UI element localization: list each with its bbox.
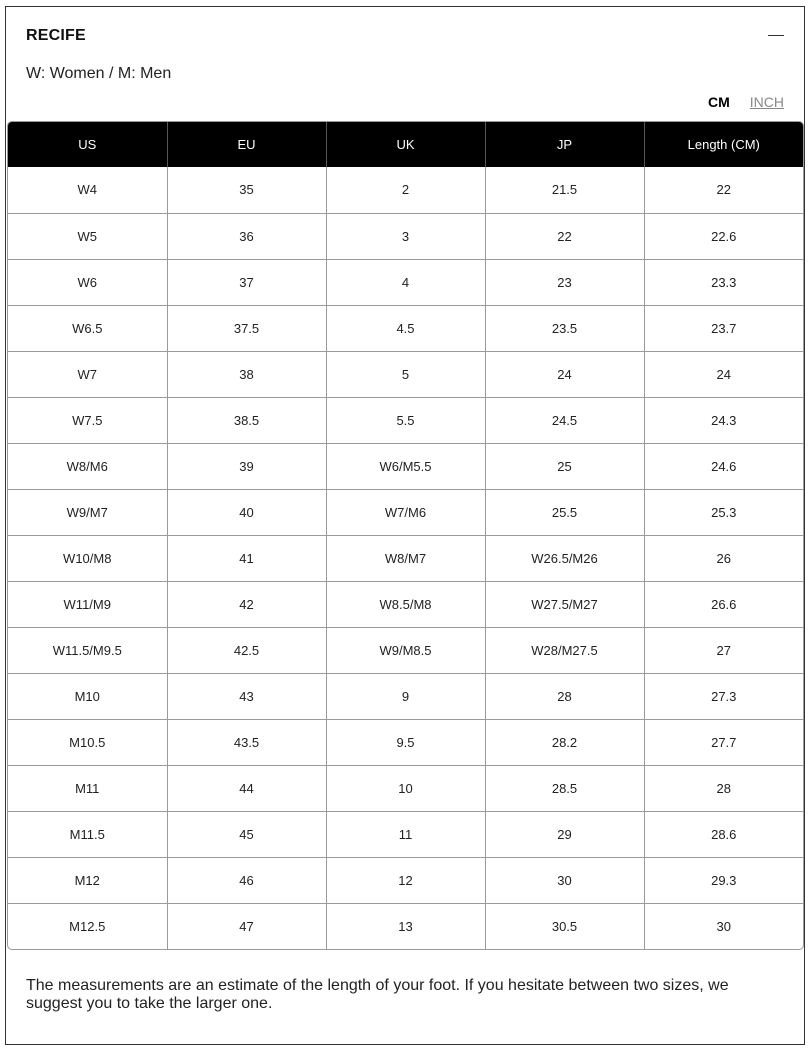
- cell-uk: 5.5: [326, 397, 485, 443]
- cell-eu: 39: [167, 443, 326, 489]
- column-header-length: Length (CM): [644, 122, 803, 167]
- cell-uk: 2: [326, 167, 485, 213]
- cell-jp: 21.5: [485, 167, 644, 213]
- cell-us: M12: [8, 857, 167, 903]
- table-row: [8, 581, 803, 627]
- cell-jp: 25.5: [485, 489, 644, 535]
- cell-uk: 12: [326, 857, 485, 903]
- cell-jp: 24: [485, 351, 644, 397]
- cell-length: 24.6: [644, 443, 803, 489]
- cell-us: W10/M8: [8, 535, 167, 581]
- cell-length: 27: [644, 627, 803, 673]
- table-row: [8, 397, 803, 443]
- cell-us: M11.5: [8, 811, 167, 857]
- table-row: [8, 535, 803, 581]
- table-row: [8, 259, 803, 305]
- unit-toggle: [708, 94, 784, 110]
- size-note: The measurements are an estimate of the length of your foot. If you hesitate between two sizes, we suggest you to take the larger one.: [26, 977, 729, 1012]
- cell-jp: 25: [485, 443, 644, 489]
- cell-us: W8/M6: [8, 443, 167, 489]
- cell-length: 28.6: [644, 811, 803, 857]
- table-row: [8, 765, 803, 811]
- cell-us: W4: [77, 182, 97, 198]
- cell-uk: 4: [326, 259, 485, 305]
- cell-length: 26: [644, 535, 803, 581]
- cell-jp: 28: [485, 673, 644, 719]
- cell-us: M10: [8, 673, 167, 719]
- column-header-uk: UK: [326, 122, 485, 167]
- size-guide-panel: [5, 6, 805, 1045]
- table-row: [8, 351, 803, 397]
- table-row: [8, 811, 803, 857]
- cell-uk: 5: [326, 351, 485, 397]
- cell-us: W7: [8, 351, 167, 397]
- cell-uk: 10: [326, 765, 485, 811]
- cell-jp: W27.5/M27: [485, 581, 644, 627]
- cell-uk: W7/M6: [326, 489, 485, 535]
- table-row: [8, 443, 803, 489]
- cell-eu: 35: [167, 167, 326, 213]
- cell-us: W6: [8, 259, 167, 305]
- cell-jp: 29: [485, 811, 644, 857]
- cell-eu: 47: [167, 903, 326, 949]
- cell-uk: W6/M5.5: [326, 443, 485, 489]
- cell-eu: 43.5: [167, 719, 326, 765]
- table-header-row: [8, 122, 803, 167]
- cell-jp: W28/M27.5: [485, 627, 644, 673]
- cell-eu: 37: [167, 259, 326, 305]
- cell-eu: 40: [167, 489, 326, 535]
- size-table-body: [8, 167, 803, 949]
- table-row: [8, 167, 803, 213]
- table-row: [8, 489, 803, 535]
- cell-us: W5: [8, 213, 167, 259]
- cell-us: M10.5: [8, 719, 167, 765]
- cell-jp: 30: [485, 857, 644, 903]
- cell-eu: 46: [167, 857, 326, 903]
- cell-us: W9/M7: [8, 489, 167, 535]
- table-row: [8, 213, 803, 259]
- cell-jp: W26.5/M26: [485, 535, 644, 581]
- cell-length: 22.6: [644, 213, 803, 259]
- table-row: [8, 857, 803, 903]
- column-header-jp: JP: [485, 122, 644, 167]
- table-row: [8, 627, 803, 673]
- size-table-container: [7, 121, 804, 950]
- cell-jp: 23: [485, 259, 644, 305]
- table-row: [8, 903, 803, 949]
- cell-uk: 13: [326, 903, 485, 949]
- cell-us: W11/M9: [8, 581, 167, 627]
- cell-length: 24: [644, 351, 803, 397]
- table-row: [8, 673, 803, 719]
- table-row: [8, 719, 803, 765]
- cell-jp: 22: [485, 213, 644, 259]
- cell-us: W7.5: [8, 397, 167, 443]
- cell-uk: W8.5/M8: [326, 581, 485, 627]
- cell-jp: 23.5: [485, 305, 644, 351]
- column-header-us: US: [8, 122, 167, 167]
- cell-uk: 9.5: [326, 719, 485, 765]
- cell-length: 30: [644, 903, 803, 949]
- cell-length: 23.3: [644, 259, 803, 305]
- cell-length: 22: [644, 167, 803, 213]
- cell-eu: 38.5: [167, 397, 326, 443]
- cell-eu: 36: [167, 213, 326, 259]
- cell-length: 29.3: [644, 857, 803, 903]
- table-row: [8, 305, 803, 351]
- column-header-eu: EU: [167, 122, 326, 167]
- unit-inch-link[interactable]: INCH: [749, 94, 784, 110]
- size-guide-title: RECIFE: [26, 27, 86, 44]
- cell-length: 23.7: [644, 305, 803, 351]
- cell-length: 27.3: [644, 673, 803, 719]
- cell-uk: W8/M7: [326, 535, 485, 581]
- cell-length: 26.6: [644, 581, 803, 627]
- cell-uk: 11: [326, 811, 485, 857]
- cell-uk: 4.5: [326, 305, 485, 351]
- cell-uk: 9: [326, 673, 485, 719]
- cell-jp: 28.2: [485, 719, 644, 765]
- cell-eu: 41: [167, 535, 326, 581]
- cell-length: 24.3: [644, 397, 803, 443]
- cell-us: M12.5: [8, 903, 167, 949]
- cell-uk: 3: [326, 213, 485, 259]
- cell-jp: 30.5: [485, 903, 644, 949]
- cell-eu: 37.5: [167, 305, 326, 351]
- cell-us: W11.5/M9.5: [8, 627, 167, 673]
- cell-jp: 24.5: [485, 397, 644, 443]
- cell-us: W6.5: [8, 305, 167, 351]
- minus-icon[interactable]: [768, 35, 784, 36]
- unit-cm-button[interactable]: CM: [707, 94, 730, 110]
- cell-eu: 42: [167, 581, 326, 627]
- cell-eu: 44: [167, 765, 326, 811]
- cell-length: 27.7: [644, 719, 803, 765]
- cell-length: 25.3: [644, 489, 803, 535]
- cell-length: 28: [644, 765, 803, 811]
- cell-eu: 38: [167, 351, 326, 397]
- cell-jp: 28.5: [485, 765, 644, 811]
- size-table: [8, 122, 803, 949]
- cell-eu: 45: [167, 811, 326, 857]
- size-legend: W: Women / M: Men: [26, 65, 172, 82]
- cell-us: M11: [8, 765, 167, 811]
- cell-uk: W9/M8.5: [326, 627, 485, 673]
- cell-eu: 43: [167, 673, 326, 719]
- cell-eu: 42.5: [167, 627, 326, 673]
